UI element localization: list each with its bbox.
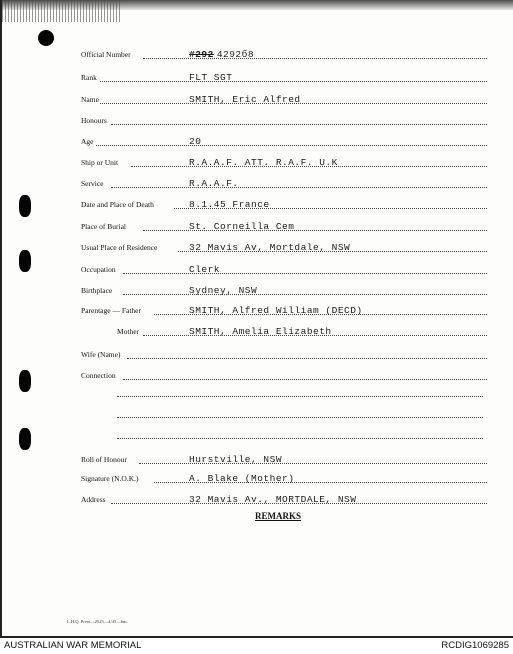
struck-value: #292 — [189, 49, 214, 60]
field-value: SMITH, Eric Alfred — [189, 94, 301, 105]
current-value: 4292б8 — [216, 49, 255, 60]
form-row — [81, 115, 487, 129]
field-label: Mother — [117, 327, 140, 336]
scan-top-edge — [2, 0, 513, 10]
footer-rule — [0, 636, 513, 638]
field-value — [189, 49, 254, 61]
field-label: Place of Burial — [81, 222, 126, 231]
field-leader-dots — [127, 358, 487, 359]
connection-line-3 — [117, 417, 483, 418]
field-leader-dots — [111, 124, 487, 125]
form-row — [81, 370, 487, 384]
field-value: 8.1.45 France — [189, 199, 270, 210]
field-value: R.A.A.F. — [189, 178, 239, 189]
field-value: 32 Mavis Av., MORTDALE, NSW — [189, 494, 357, 505]
form-row — [81, 285, 487, 299]
field-label: Service — [81, 179, 104, 188]
field-label: Parentage — Father — [81, 306, 141, 315]
field-value: SMITH, Alfred William (DECD) — [189, 305, 363, 316]
field-value: SMITH, Amelia Elizabeth — [189, 326, 332, 337]
form-row — [81, 349, 487, 363]
form-row — [81, 199, 487, 213]
punch-hole-binding-4 — [19, 428, 31, 450]
form-row — [81, 94, 487, 108]
field-value: Sydney, NSW — [189, 285, 258, 296]
form-row — [81, 494, 487, 508]
field-label: Signature (N.O.K.) — [81, 474, 139, 483]
field-label: Roll of Honour — [81, 455, 127, 464]
field-value: 20 — [189, 136, 202, 147]
field-leader-dots — [96, 145, 487, 146]
field-value: 32 Mavis Av, Mortdale, NSW — [189, 242, 351, 253]
field-label: Honours — [81, 116, 107, 125]
punch-hole-binding-2 — [19, 250, 31, 272]
field-label: Connection — [81, 371, 116, 380]
field-value: R.A.A.F. ATT. R.A.F. U.K — [189, 157, 338, 168]
form-row — [81, 454, 487, 468]
field-label: Name — [81, 95, 99, 104]
field-value: FLT SGT — [189, 72, 233, 83]
field-value: St. Corneilla Cem — [189, 221, 295, 232]
field-label: Address — [81, 495, 106, 504]
remarks-heading: REMARKS — [255, 511, 302, 521]
form-row — [81, 305, 487, 319]
form-row — [81, 178, 487, 192]
field-label: Birthplace — [81, 286, 113, 295]
punch-hole-top — [38, 30, 54, 46]
footer-source: AUSTRALIAN WAR MEMORIAL — [4, 640, 142, 651]
punch-hole-binding-3 — [19, 370, 31, 392]
field-label: Usual Place of Residence — [81, 243, 158, 252]
form-row — [81, 49, 487, 63]
field-label: Age — [81, 137, 94, 146]
form-row — [81, 326, 487, 340]
form-row — [81, 242, 487, 256]
form-row — [81, 264, 487, 278]
field-leader-dots — [123, 294, 487, 295]
field-label: Wife (Name) — [81, 350, 121, 359]
footer-id: RCDIG1069285 — [441, 640, 509, 651]
connection-line-2 — [117, 396, 483, 397]
form-row — [81, 157, 487, 171]
punch-hole-binding-1 — [19, 195, 31, 217]
form-row — [81, 221, 487, 235]
field-label: Rank — [81, 73, 97, 82]
field-value: Clerk — [189, 264, 221, 275]
form-row — [81, 473, 487, 487]
form-row — [81, 136, 487, 150]
field-label: Date and Place of Death — [81, 200, 154, 209]
field-leader-dots — [123, 273, 487, 274]
printer-note: L.H.Q. Press—2525—4/45—6m. — [67, 619, 128, 624]
field-leader-dots — [111, 187, 487, 188]
field-label: Official Number — [81, 50, 131, 59]
field-value: Hurstville, NSW — [189, 454, 283, 465]
field-label: Occupation — [81, 265, 116, 274]
field-value: A. Blake (Mother) — [189, 473, 295, 484]
form-row — [81, 72, 487, 86]
field-label: Ship or Unit — [81, 158, 119, 167]
field-leader-dots — [123, 379, 487, 380]
connection-line-4 — [117, 438, 483, 439]
field-leader-dots — [100, 81, 487, 82]
